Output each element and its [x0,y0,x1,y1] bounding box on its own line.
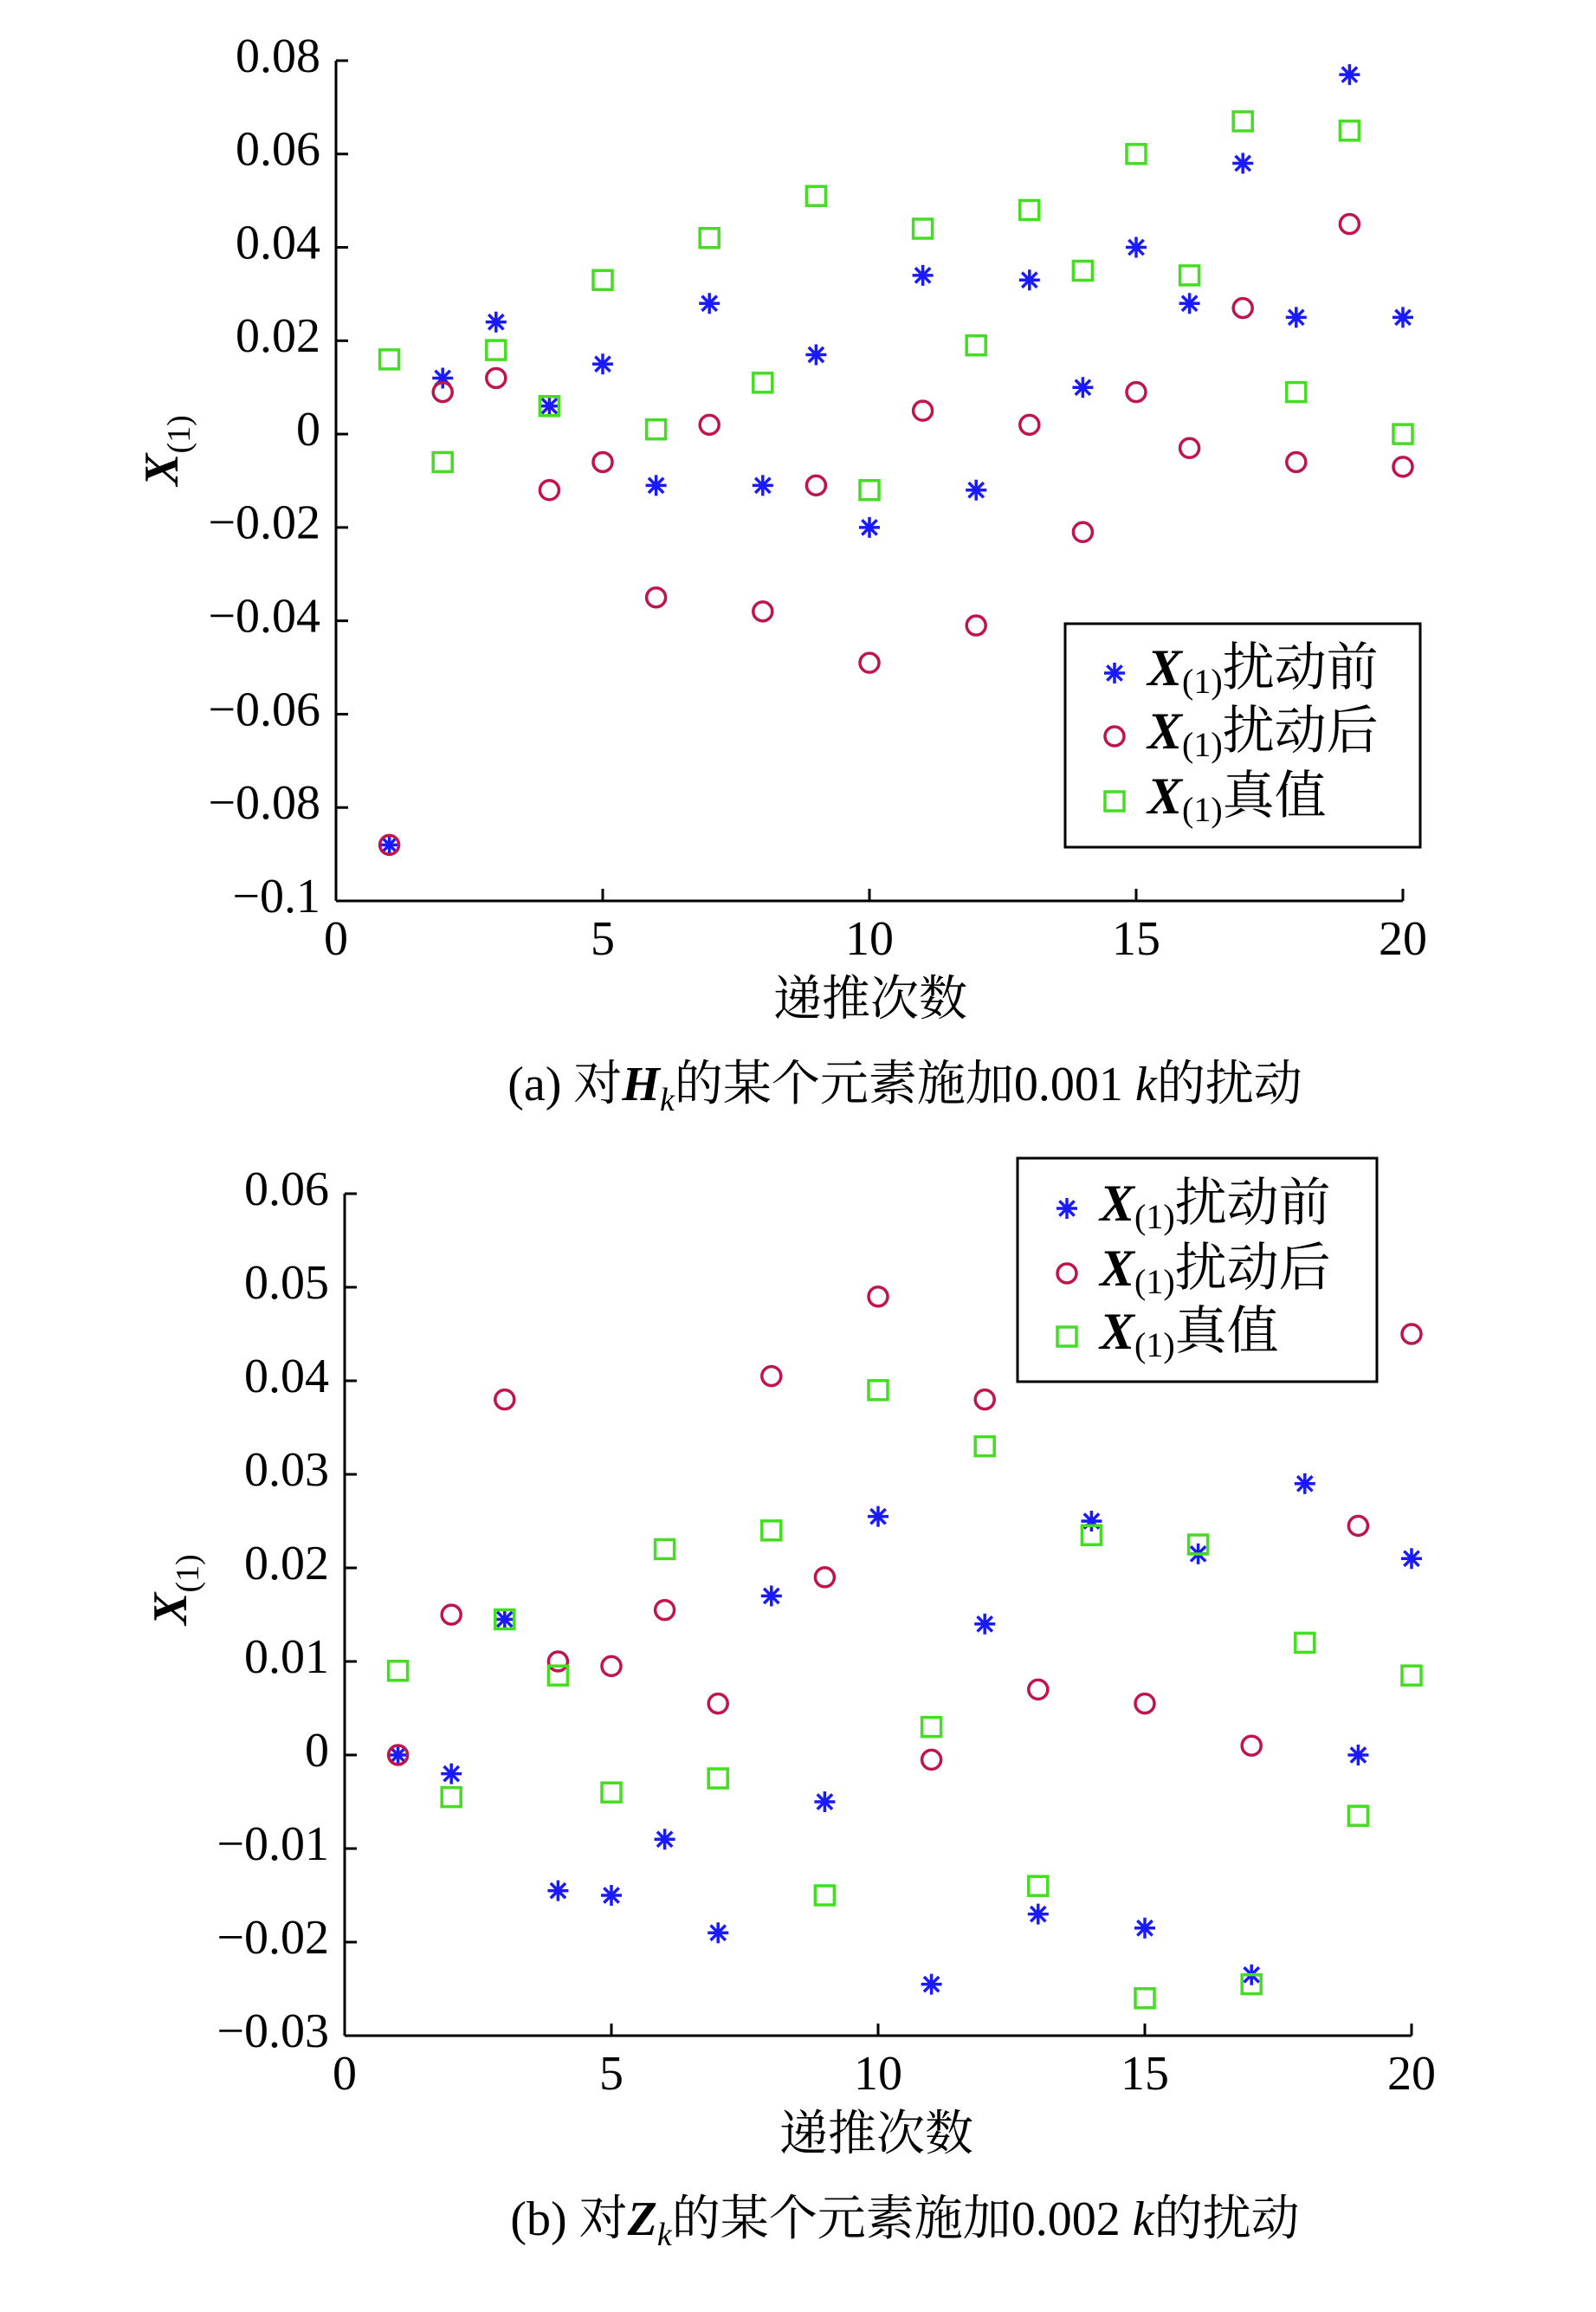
svg-text:X(1)扰动前 [1146,639,1379,701]
data-point-square [966,336,985,355]
legend-label-sub: (1) [1134,1262,1175,1302]
data-point-star [1339,64,1360,85]
legend-label-sub: (1) [1134,1197,1175,1237]
data-point-square [914,219,933,238]
legend-label-text: 扰动后 [1174,1239,1331,1297]
caption-symbol: Z [627,2192,657,2246]
caption-prefix: (a) 对 [507,1058,623,1111]
data-point-star [753,475,773,495]
y-tick-label: 0.06 [236,122,320,177]
y-tick-label: 0 [305,1723,329,1778]
data-point-square [860,481,879,500]
data-point-circle [647,588,666,607]
caption-subscript: k [656,2217,672,2253]
y-tick-label: 0.02 [244,1536,329,1590]
data-point-square [656,1539,675,1558]
data-point-star [494,1609,515,1629]
caption-middle: 的某个元素施加0.002 [671,2192,1133,2246]
data-point-star [1019,269,1040,290]
legend-b [1018,1158,1377,1382]
data-point-square [1402,1666,1421,1685]
legend-label-sym: X [1100,1239,1135,1297]
legend-a [1065,624,1420,847]
data-point-star [1126,237,1147,258]
data-point-star [1232,153,1253,174]
data-point-star [1081,1511,1102,1532]
data-point-circle [495,1390,514,1409]
caption-a [507,1058,1302,1118]
legend-label-sym: X [1147,702,1183,760]
data-point-circle [762,1367,781,1386]
y-tick-label: −0.1 [232,869,320,923]
legend-label-text: 真值 [1222,767,1327,825]
svg-text:X(1)扰动前 [1098,1175,1331,1236]
data-point-square [1029,1876,1048,1895]
caption-suffix: 的扰动 [1156,1058,1302,1111]
data-point-square [700,229,719,248]
legend-label-sym: X [1100,1174,1135,1232]
data-point-square [1020,200,1039,219]
data-point-square [647,420,666,439]
x-tick-label: 15 [1112,912,1160,966]
data-point-star [805,345,826,366]
legend-label-text: 扰动后 [1222,702,1379,760]
legend-label-sub: (1) [1182,790,1223,830]
x-tick-label: 20 [1379,912,1427,966]
legend-marker-star-b [1056,1198,1077,1219]
data-point-square [1393,424,1412,444]
legend-label-text: 扰动前 [1222,638,1379,696]
y-tick-label: 0.04 [236,216,320,270]
y-tick-label: 0 [296,402,320,457]
svg-text:X(1)真值 [1146,767,1327,829]
data-point-circle [540,481,559,500]
y-tick-label: 0.02 [236,309,320,364]
y-tick-label: −0.02 [208,495,320,550]
data-point-square [1340,121,1359,140]
data-point-star [1179,293,1200,314]
data-point-circle [753,602,772,621]
legend-label-text: 真值 [1174,1302,1279,1360]
data-point-star [699,293,720,314]
data-point-star [814,1791,835,1812]
data-point-star [1295,1473,1315,1494]
y-tick-label: −0.04 [208,589,320,644]
data-point-star [913,265,934,286]
data-point-star [1072,377,1093,398]
data-point-star [966,480,986,501]
y-tick-label: −0.06 [208,683,320,737]
data-point-circle [975,1390,994,1409]
data-point-star [441,1764,462,1784]
data-point-square [1180,266,1199,285]
data-point-square [708,1769,727,1788]
data-point-square [1233,112,1252,131]
legend-label-text: 扰动前 [1174,1174,1331,1232]
data-point-square [389,1661,408,1681]
data-point-square [869,1381,888,1400]
x-tick-label: 5 [591,912,615,966]
data-point-circle [487,368,506,387]
x-tick-label: 10 [845,912,894,966]
y-tick-label: −0.08 [208,776,320,831]
y-axis-label-a: $X_{(1)}$ [135,415,197,486]
data-point-star [1286,307,1307,327]
data-point-star [486,312,507,333]
svg-text:X(1)真值 [1098,1303,1279,1364]
chart-panel-a [135,29,1427,1118]
x-tick-label: 20 [1387,2047,1436,2101]
x-axis-label-a: 递推次数 [773,973,967,1026]
caption-subscript: k [659,1082,675,1118]
data-point-square [1287,383,1306,402]
y-axis-label-b: $X_{(1)}$ [144,1554,206,1625]
data-point-square [815,1886,834,1905]
data-point-circle [602,1656,621,1675]
caption-middle: 的某个元素施加0.001 [674,1058,1135,1111]
data-point-square [1127,145,1146,164]
data-point-circle [1287,452,1306,471]
legend-marker-shape [1056,1198,1077,1219]
caption-suffix: 的扰动 [1153,2192,1300,2246]
data-point-star [1134,1918,1155,1939]
data-marks-b [388,1287,1422,2008]
data-point-square [1073,262,1092,281]
caption-b [510,2192,1299,2253]
legend-label-sym: X [1147,638,1183,696]
data-point-circle [1073,522,1092,541]
data-point-square [442,1788,461,1807]
data-point-circle [966,616,985,635]
caption-k: k [1132,2192,1154,2246]
y-tick-label: 0.04 [244,1349,329,1403]
x-axis-label-b: 递推次数 [779,2108,973,2161]
legend-label-sym: X [1147,767,1183,825]
data-point-square [806,186,825,205]
data-point-square [1348,1806,1367,1825]
y-tick-label: −0.03 [216,2004,329,2058]
legend-label-sub: (1) [1182,662,1223,702]
data-point-square [487,340,506,359]
data-point-circle [1233,299,1252,318]
data-point-circle [1180,438,1199,457]
data-point-square [753,373,772,392]
data-point-circle [806,476,825,495]
x-tick-label: 0 [333,2047,357,2101]
data-point-circle [708,1694,727,1713]
data-point-circle [1393,457,1412,476]
data-point-circle [593,452,612,471]
data-point-circle [1135,1694,1154,1713]
y-tick-label: 0.01 [244,1629,329,1684]
caption-k: k [1134,1058,1157,1111]
data-point-star [974,1614,995,1635]
data-point-circle [1402,1324,1421,1344]
data-point-square [1296,1633,1315,1652]
caption-symbol: H [622,1058,660,1111]
data-point-circle [922,1750,941,1769]
data-point-circle [656,1601,675,1620]
data-point-circle [815,1568,834,1587]
data-point-circle [700,415,719,434]
data-point-square [433,452,452,471]
data-point-circle [1029,1680,1048,1699]
caption-prefix: (b) 对 [510,2192,628,2246]
x-tick-label: 5 [599,2047,624,2101]
data-point-star [1347,1745,1368,1765]
y-tick-label: 0.03 [244,1442,329,1497]
data-point-square [593,270,612,289]
data-point-square [762,1521,781,1540]
y-tick-label: 0.05 [244,1255,329,1310]
data-point-star [761,1585,782,1606]
data-point-star [921,1974,942,1995]
data-point-square [975,1437,994,1456]
data-point-star [539,396,559,417]
data-point-star [859,517,880,538]
data-point-circle [1348,1516,1367,1535]
legend-label-sub: (1) [1134,1325,1175,1365]
data-point-star [1401,1548,1422,1569]
data-point-star [868,1506,888,1527]
data-point-square [380,350,399,369]
legend-label-sub: (1) [1182,725,1223,765]
data-point-star [547,1881,568,1901]
data-point-star [1392,307,1413,327]
data-point-circle [548,1652,567,1671]
data-point-circle [914,401,933,420]
data-point-square [922,1718,941,1737]
data-point-circle [1340,215,1359,234]
data-point-star [708,1922,728,1943]
svg-text:X(1)扰动后 [1098,1240,1331,1301]
y-tick-label: −0.01 [216,1817,329,1871]
x-tick-label: 0 [324,912,348,966]
y-tick-label: −0.02 [216,1910,329,1965]
x-tick-label: 10 [854,2047,902,2101]
y-tick-label: 0.08 [236,29,320,83]
data-point-circle [860,653,879,672]
data-point-circle [442,1605,461,1624]
data-point-star [655,1829,675,1849]
data-point-star [592,353,613,374]
data-point-circle [1127,383,1146,402]
data-point-circle [869,1287,888,1306]
data-point-star [646,475,667,495]
chart-panel-b [144,1158,1436,2253]
data-point-star [1028,1904,1049,1925]
data-point-square [602,1783,621,1802]
legend-label-sym: X [1100,1302,1135,1360]
svg-text:X(1)扰动后 [1146,703,1379,764]
legend-marker-shape [1104,663,1125,683]
y-tick-label: 0.06 [244,1162,329,1216]
data-point-circle [1242,1736,1261,1755]
legend-marker-star-a [1104,663,1125,683]
data-point-square [1135,1989,1154,2008]
data-point-circle [1020,415,1039,434]
data-point-star [601,1885,622,1906]
x-tick-label: 15 [1121,2047,1169,2101]
